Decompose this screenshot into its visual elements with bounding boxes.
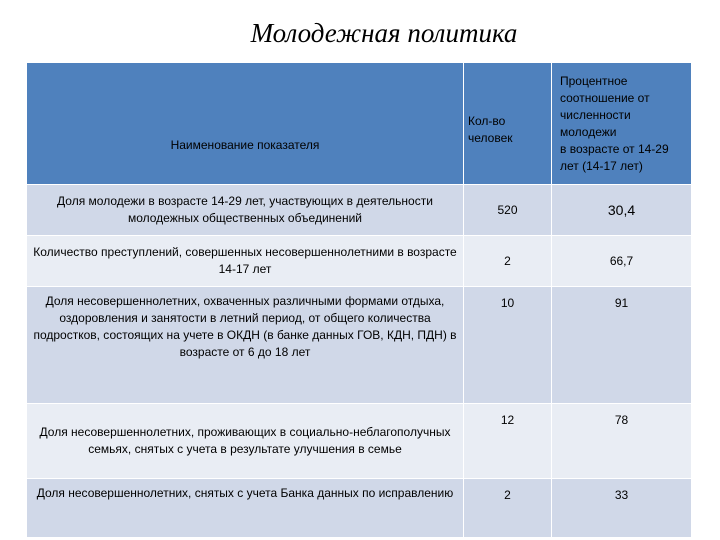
header-percent-line: лет (14-17 лет): [560, 158, 643, 173]
header-count: Кол-во человек: [464, 63, 552, 185]
table-row: [27, 185, 692, 236]
header-percent-line: в возрасте от 14-29: [560, 141, 669, 156]
header-percent-line: соотношение от: [560, 90, 650, 105]
row-indicator-name: Доля несовершеннолетних, проживающих в социально-неблагополучных семьях, снятых с учета в результате улучшения в семье: [27, 404, 464, 479]
table-row: [27, 404, 692, 479]
header-row: [27, 63, 692, 185]
page-title: Молодежная политика: [250, 18, 518, 48]
table-row: [27, 236, 692, 287]
row-percent: 78: [552, 404, 692, 479]
header-percent: [552, 63, 692, 185]
youth-policy-table: [26, 62, 692, 538]
row-percent: 91: [552, 287, 692, 404]
row-percent: 30,4: [552, 185, 692, 236]
row-count: 10: [464, 287, 552, 404]
row-indicator-name: Доля молодежи в возрасте 14-29 лет, участвующих в деятельности молодежных общественных объединений: [27, 185, 464, 236]
row-count: 520: [464, 185, 552, 236]
table-row: [27, 287, 692, 404]
header-indicator-name: Наименование показателя: [27, 63, 464, 185]
header-percent-line: численности: [560, 107, 631, 122]
table-row: [27, 479, 692, 538]
row-indicator-name: Количество преступлений, совершенных несовершеннолетними в возрасте 14-17 лет: [27, 236, 464, 287]
row-indicator-name: Доля несовершеннолетних, снятых с учета Банка данных по исправлению: [27, 479, 464, 538]
row-count: 2: [464, 479, 552, 538]
row-percent: 66,7: [552, 236, 692, 287]
row-count: 12: [464, 404, 552, 479]
row-percent: 33: [552, 479, 692, 538]
row-indicator-name: Доля несовершеннолетних, охваченных различными формами отдыха, оздоровления и занятости в летний период, от общего количества подростков, состоящих на учете в ОКДН (в банке данных ГОВ, КДН, ПДН) в возрасте от 6 до 18 лет: [27, 287, 464, 404]
header-percent-line: Процентное: [560, 73, 628, 88]
header-percent-line: молодежи: [560, 124, 617, 139]
row-count: 2: [464, 236, 552, 287]
